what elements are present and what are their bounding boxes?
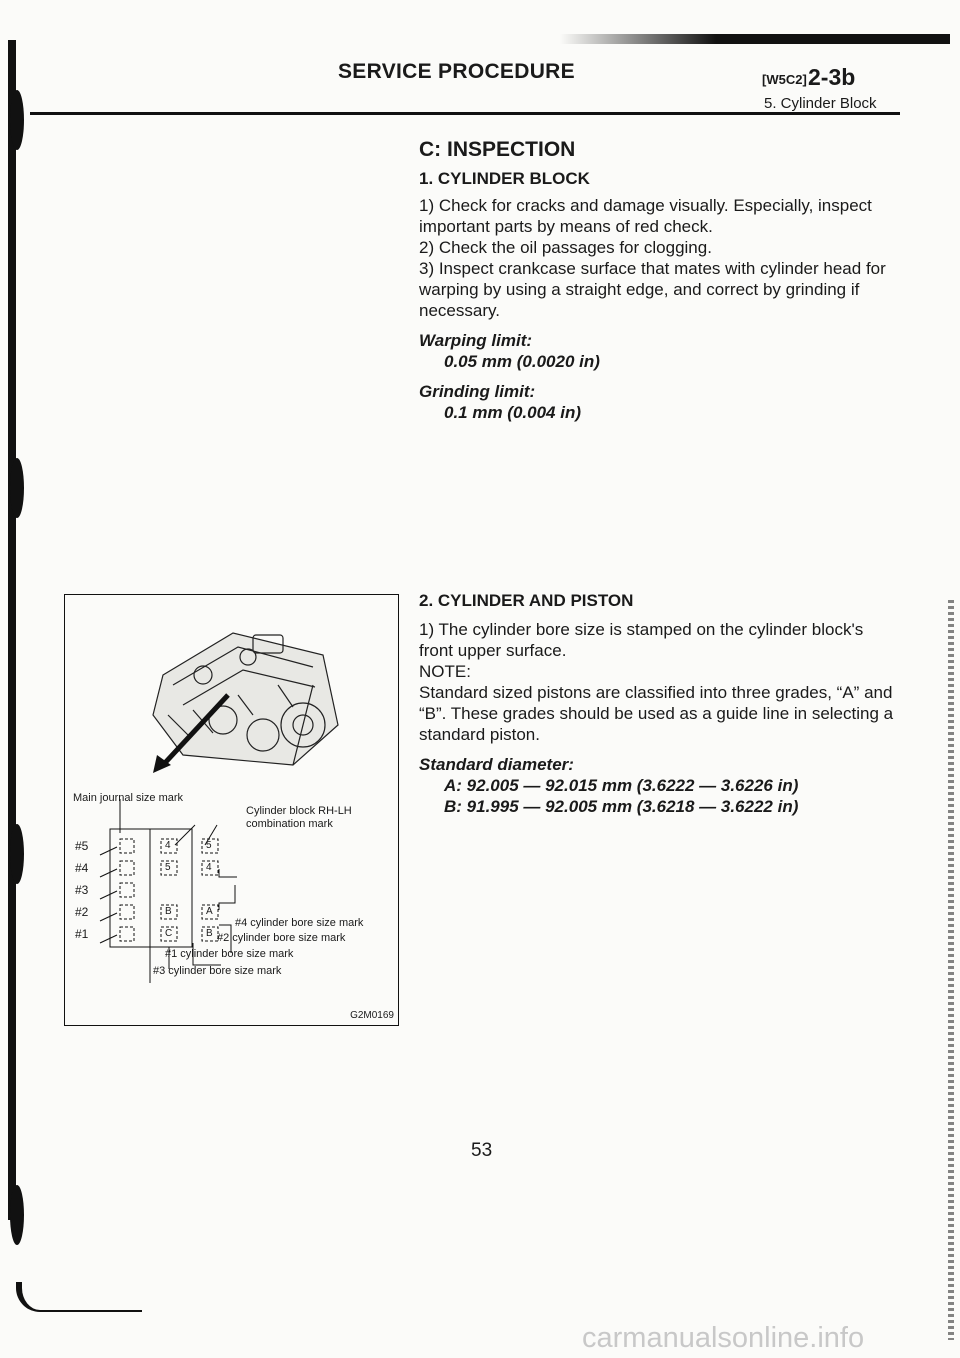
page-title: SERVICE PROCEDURE [338, 60, 575, 83]
scan-edge-left [8, 40, 16, 1220]
row-label: #5 [75, 839, 89, 853]
watermark: carmanualsonline.info [582, 1322, 865, 1354]
size-mark: 5 [206, 840, 212, 851]
size-mark: A [206, 906, 213, 917]
cylinder-block-heading: 1. CYLINDER BLOCK [419, 169, 590, 188]
binding-hole [10, 458, 24, 518]
standard-diameter-label: Standard diameter: [419, 755, 574, 774]
piston-heading: 2. CYLINDER AND PISTON [419, 591, 634, 610]
combination-label-line2: combination mark [246, 818, 333, 830]
piston-section [419, 590, 899, 817]
row-label: #4 [75, 861, 89, 875]
section-subtitle: 5. Cylinder Block [764, 95, 877, 112]
scan-corner [16, 1282, 142, 1312]
row-label: #2 [75, 905, 89, 919]
engine-block-illustration [143, 615, 343, 775]
cylinder-block-figure [64, 594, 399, 1026]
main-journal-label: Main journal size mark [73, 792, 184, 804]
header-rule [30, 112, 900, 115]
figure-code: G2M0169 [350, 1010, 394, 1021]
size-mark: C [165, 928, 173, 939]
row-label: #1 [75, 927, 89, 941]
grinding-limit-value: 0.1 mm (0.004 in) [444, 403, 582, 422]
warping-limit-label: Warping limit: [419, 331, 533, 350]
binding-hole [10, 824, 24, 884]
step-text: 1) Check for cracks and damage visually. Especially, inspect important parts by means of red check. [419, 196, 872, 236]
scan-edge-top [560, 34, 950, 44]
section-code: [W5C2] [762, 72, 807, 87]
step-text: 2) Check the oil passages for clogging. [419, 238, 712, 257]
cyl2-mark-label: #2 cylinder bore size mark [217, 932, 346, 944]
grinding-limit-label: Grinding limit: [419, 382, 536, 401]
binding-hole [10, 90, 24, 150]
size-mark: 5 [165, 862, 171, 873]
binding-hole [10, 1185, 24, 1245]
page-number: 53 [471, 1140, 493, 1161]
cyl1-mark-label: #1 cylinder bore size mark [165, 948, 294, 960]
size-mark: 4 [165, 840, 171, 851]
size-mark: 4 [206, 862, 212, 873]
row-label: #3 [75, 883, 89, 897]
grade-a-diameter: A: 92.005 — 92.015 mm (3.6222 — 3.6226 in) [444, 776, 799, 795]
piston-step: 1) The cylinder bore size is stamped on the cylinder block's front upper surface. [419, 620, 864, 660]
note-text: Standard sized pistons are classified into three grades, “A” and “B”. These grades should be used as a guide line in selecting a standard piston. [419, 683, 894, 744]
inspection-heading: C: INSPECTION [419, 138, 576, 161]
note-label: NOTE: [419, 662, 471, 681]
combination-label-line1: Cylinder block RH-LH [246, 805, 352, 817]
step-text: 3) Inspect crankcase surface that mates with cylinder head for warping by using a straight edge, and correct by grinding if necessary. [419, 259, 886, 320]
inspection-section [419, 139, 899, 423]
scan-edge-right [948, 600, 954, 1340]
warping-limit-value: 0.05 mm (0.0020 in) [444, 352, 600, 371]
size-mark: B [165, 906, 172, 917]
grade-b-diameter: B: 91.995 — 92.005 mm (3.6218 — 3.6222 in) [444, 797, 799, 816]
cyl4-mark-label: #4 cylinder bore size mark [235, 917, 364, 929]
size-mark: B [206, 928, 213, 939]
section-number: 2-3b [808, 64, 856, 90]
cyl3-mark-label: #3 cylinder bore size mark [153, 965, 282, 977]
